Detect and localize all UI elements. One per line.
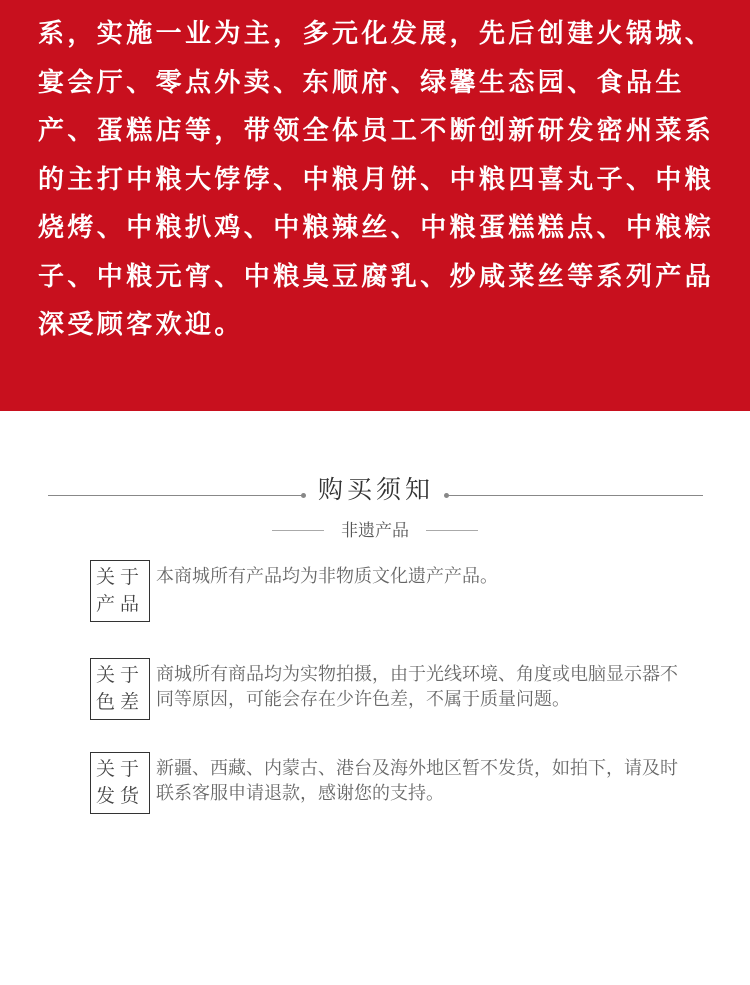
red-banner (0, 0, 750, 411)
info-label-line1: 关于 (95, 758, 144, 780)
subtitle-divider-right (426, 530, 478, 531)
notice-subtitle-section (0, 518, 750, 544)
info-label-line1: 关于 (95, 566, 144, 588)
notice-subtitle: 非遗产品 (341, 521, 409, 541)
title-divider-left (48, 495, 303, 496)
title-dot-left (301, 493, 306, 498)
info-label-box (90, 560, 150, 622)
info-text: 商城所有商品均为实物拍摄，由于光线环境、角度或电脑显示器不同等原因，可能会存在少许色差，不属于质量问题。 (156, 664, 678, 710)
info-label-line2: 色差 (95, 691, 144, 713)
info-label-box (90, 752, 150, 814)
info-label-line2: 产品 (95, 593, 144, 615)
info-label-line1: 关于 (95, 664, 144, 686)
info-text: 本商城所有产品均为非物质文化遗产产品。 (156, 566, 498, 587)
info-label-line2: 发货 (95, 785, 144, 807)
notice-title-section (0, 474, 750, 514)
subtitle-divider-left (272, 530, 324, 531)
info-text: 新疆、西藏、内蒙古、港台及海外地区暂不发货，如拍下，请及时联系客服申请退款，感谢您的支持。 (156, 758, 678, 804)
info-label-box (90, 658, 150, 720)
title-divider-right (447, 495, 703, 496)
intro-paragraph: 系，实施一业为主，多元化发展，先后创建火锅城、宴会厅、零点外卖、东顺府、绿馨生态园、食品生产、蛋糕店等，带领全体员工不断创新研发密州菜系的主打中粮大饽饽、中粮月饼、中粮四喜丸子、中粮烧烤、中粮扒鸡、中粮辣丝、中粮蛋糕糕点、中粮粽子、中粮元宵、中粮臭豆腐乳、炒咸菜丝等系列产品深受顾客欢迎。 (38, 19, 715, 340)
notice-title: 购买须知 (317, 475, 434, 504)
